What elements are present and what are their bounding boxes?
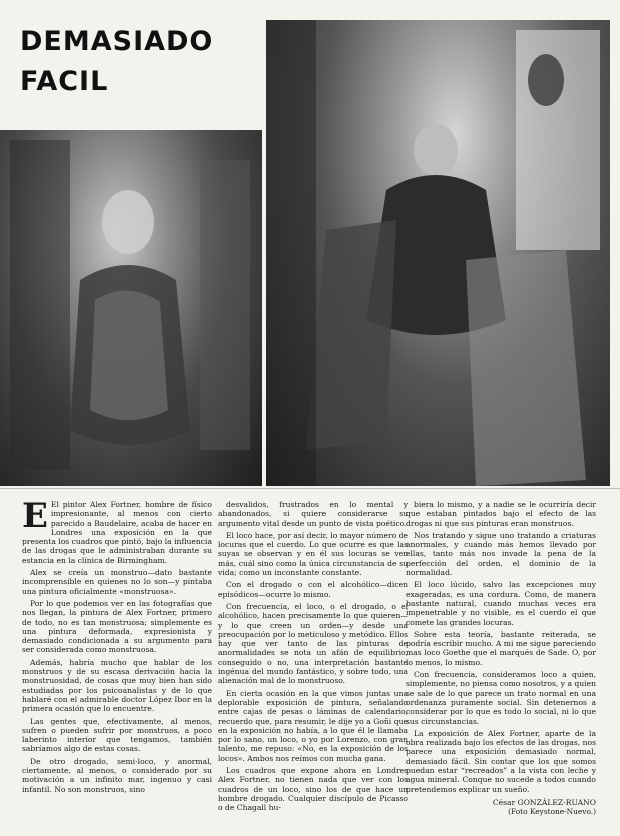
headline — [20, 22, 220, 102]
paragraph: biera lo mismo, y a nadie se le ocurriría decir que estaban pintados bajo el efecto de las drogas ni que sus pinturas eran monstruos. — [406, 500, 596, 528]
paragraph: Por lo que podemos ver en las fotografías que nos llegan, la pintura de Alex Fortner, primero de todo, no es tan monstruosa; simplemente es una pintura deformada, expresionista y demasiado condicionada a su argumento para ser considerada como monstruosa. — [22, 598, 212, 655]
paragraph: Los cuadros que expone ahora en Londres Alex Fortner, no tienen nada que ver con los cuadros de un loco, sino los de que hace un hombre drogado. Cualquier discípulo de Picasso o de Chagall hu- — [218, 766, 408, 813]
paragraph: Con el drogado o con el alcohólico—dicen episódicos—ocurre lo mismo. — [218, 580, 408, 599]
paragraph: desvalidos, frustrados en lo mental y abandonados, si quiere considerarse su argumento vital desde un punto de vista poético. — [218, 500, 408, 528]
paragraph: Sobre esta teoría, bastante reiterada, se podría escribir mucho. A mi me sigue pareciendo mas loco Goethe que el marqués de Sade. O, por lo menos, lo mismo. — [406, 629, 596, 667]
author-signature: César GONZÁLEZ-RUANO — [492, 797, 596, 807]
photo-credit: (Foto Keystone-Nuevo.) — [508, 807, 596, 817]
article-column-2 — [218, 500, 408, 822]
paragraph: Además, habría mucho que hablar de los monstruos y de su escasa derivación hacia la monstruosidad, de cosas que muy bien han sido estudiadas por los psicoanalistas y de lo que hablaré con el admirable doctor López Ibor en la primera ocasión que lo encuentre. — [22, 657, 212, 714]
paragraph: El loco hace, por así decir, lo mayor número de locuras que el cuerdo. Lo que ocurre es que las suyas se observan y en él sus locuras se ven más, cuál sino como la única circunstancia de su vida; como un inconstante constante. — [218, 530, 408, 578]
paragraph: E El pintor Alex Fortner, hombre de físico impresionante, al menos con cierto parecido a Baudelaire, acaba de hacer en Londres una exposición en la que presenta los cuadros que pintó, bajo la influencia de las drogas que le administraban durante su estancia en la clínica de Birmingham. — [22, 500, 212, 565]
paragraph: Nos tratando y sigue uno tratando a criaturas anormales, y cuando más hemos llevado por ellas, tanto más nos invade la pena de la perfección del orden, el dominio de la normalidad. — [406, 530, 596, 578]
photo-artist-studio-image — [266, 20, 610, 486]
photo-artist-studio — [266, 20, 610, 486]
photo-painting-left — [0, 130, 262, 486]
paragraph: Con frecuencia, consideramos loco a quien, simplemente, no piensa como nosotros, y a quien se sale de lo que parece un trato normal en una ordenanza puramente social. Sin detenernos a considerar por lo que es todo lo social, ni lo que sus circunstancias. — [406, 670, 596, 726]
paragraph: En cierta ocasión en la que vimos juntas una deplorable exposición de pintura, señalando entre cajas de pesas o láminas de calendario, recuerdo que, para resumir, le dije yo a Goñi que en la exposición no había, a lo que él le llamaba por lo sano, un loco, o yo por Lorenzo, con gran talento, me repuso: «No, es la exposición de los locos». Ambos nos reímos con mucha gana. — [218, 688, 408, 763]
paragraph: Con frecuencia, el loco, o el drogado, o el alcohólico, hacen precisamente lo que quieren—y lo que creen un orden—y desde una preocupación por lo meticuloso y metódico. Ellos hay que ver tanto de las pinturas de anormalidades se nota un afán de equilibrio, conseguido o no, una interpretación bastante ingénua del mundo fantástico, y sobre todo, una alienación mal de lo monstruoso. — [218, 601, 408, 686]
photo-painting-left-image — [0, 130, 262, 486]
headline-line-2: FACIL — [20, 66, 109, 97]
paragraph: El loco lúcido, salvo las excepciones muy exageradas, es una cordura. Como, de manera bastante natural, cuando muchas veces era impenetrable y no visible, es el cuerdo el que comete las grandes locuras. — [406, 580, 596, 627]
divider — [0, 488, 620, 489]
article-column-3 — [406, 500, 596, 822]
paragraph: Alex se creía un monstruo—dato bastante incomprensible en quienes no lo son—y pintaba una pintura oficialmente «monstruosa». — [22, 568, 212, 596]
paragraph: Las gentes que, efectivamente, al menos, sufren o pueden sufrir por monstruos, a poco laberinto interior que tengamos, también sabríamos algo de estas cosas. — [22, 716, 212, 754]
headline-line-1: DEMASIADO — [20, 26, 214, 57]
drop-cap: E — [22, 500, 48, 536]
article-column-1 — [22, 500, 212, 822]
paragraph: De otro drogado, semi-loco, y anormal, ciertamente, al menos, o considerado por su motivación a un infinito mar, ingenuo y casi infantil. No son monstruos, sino — [22, 756, 212, 794]
paragraph: La exposición de Alex Fortner, aparte de la obra realizada bajo los efectos de las drogas, nos parece una exposición demasiado normal, demasiado fácil. Sin contar que los que somos puedan estar “recreados” a la vista con leche y agua mineral. Conque no sucede a todos cuando pretendemos explicar un sueño. — [406, 728, 596, 794]
